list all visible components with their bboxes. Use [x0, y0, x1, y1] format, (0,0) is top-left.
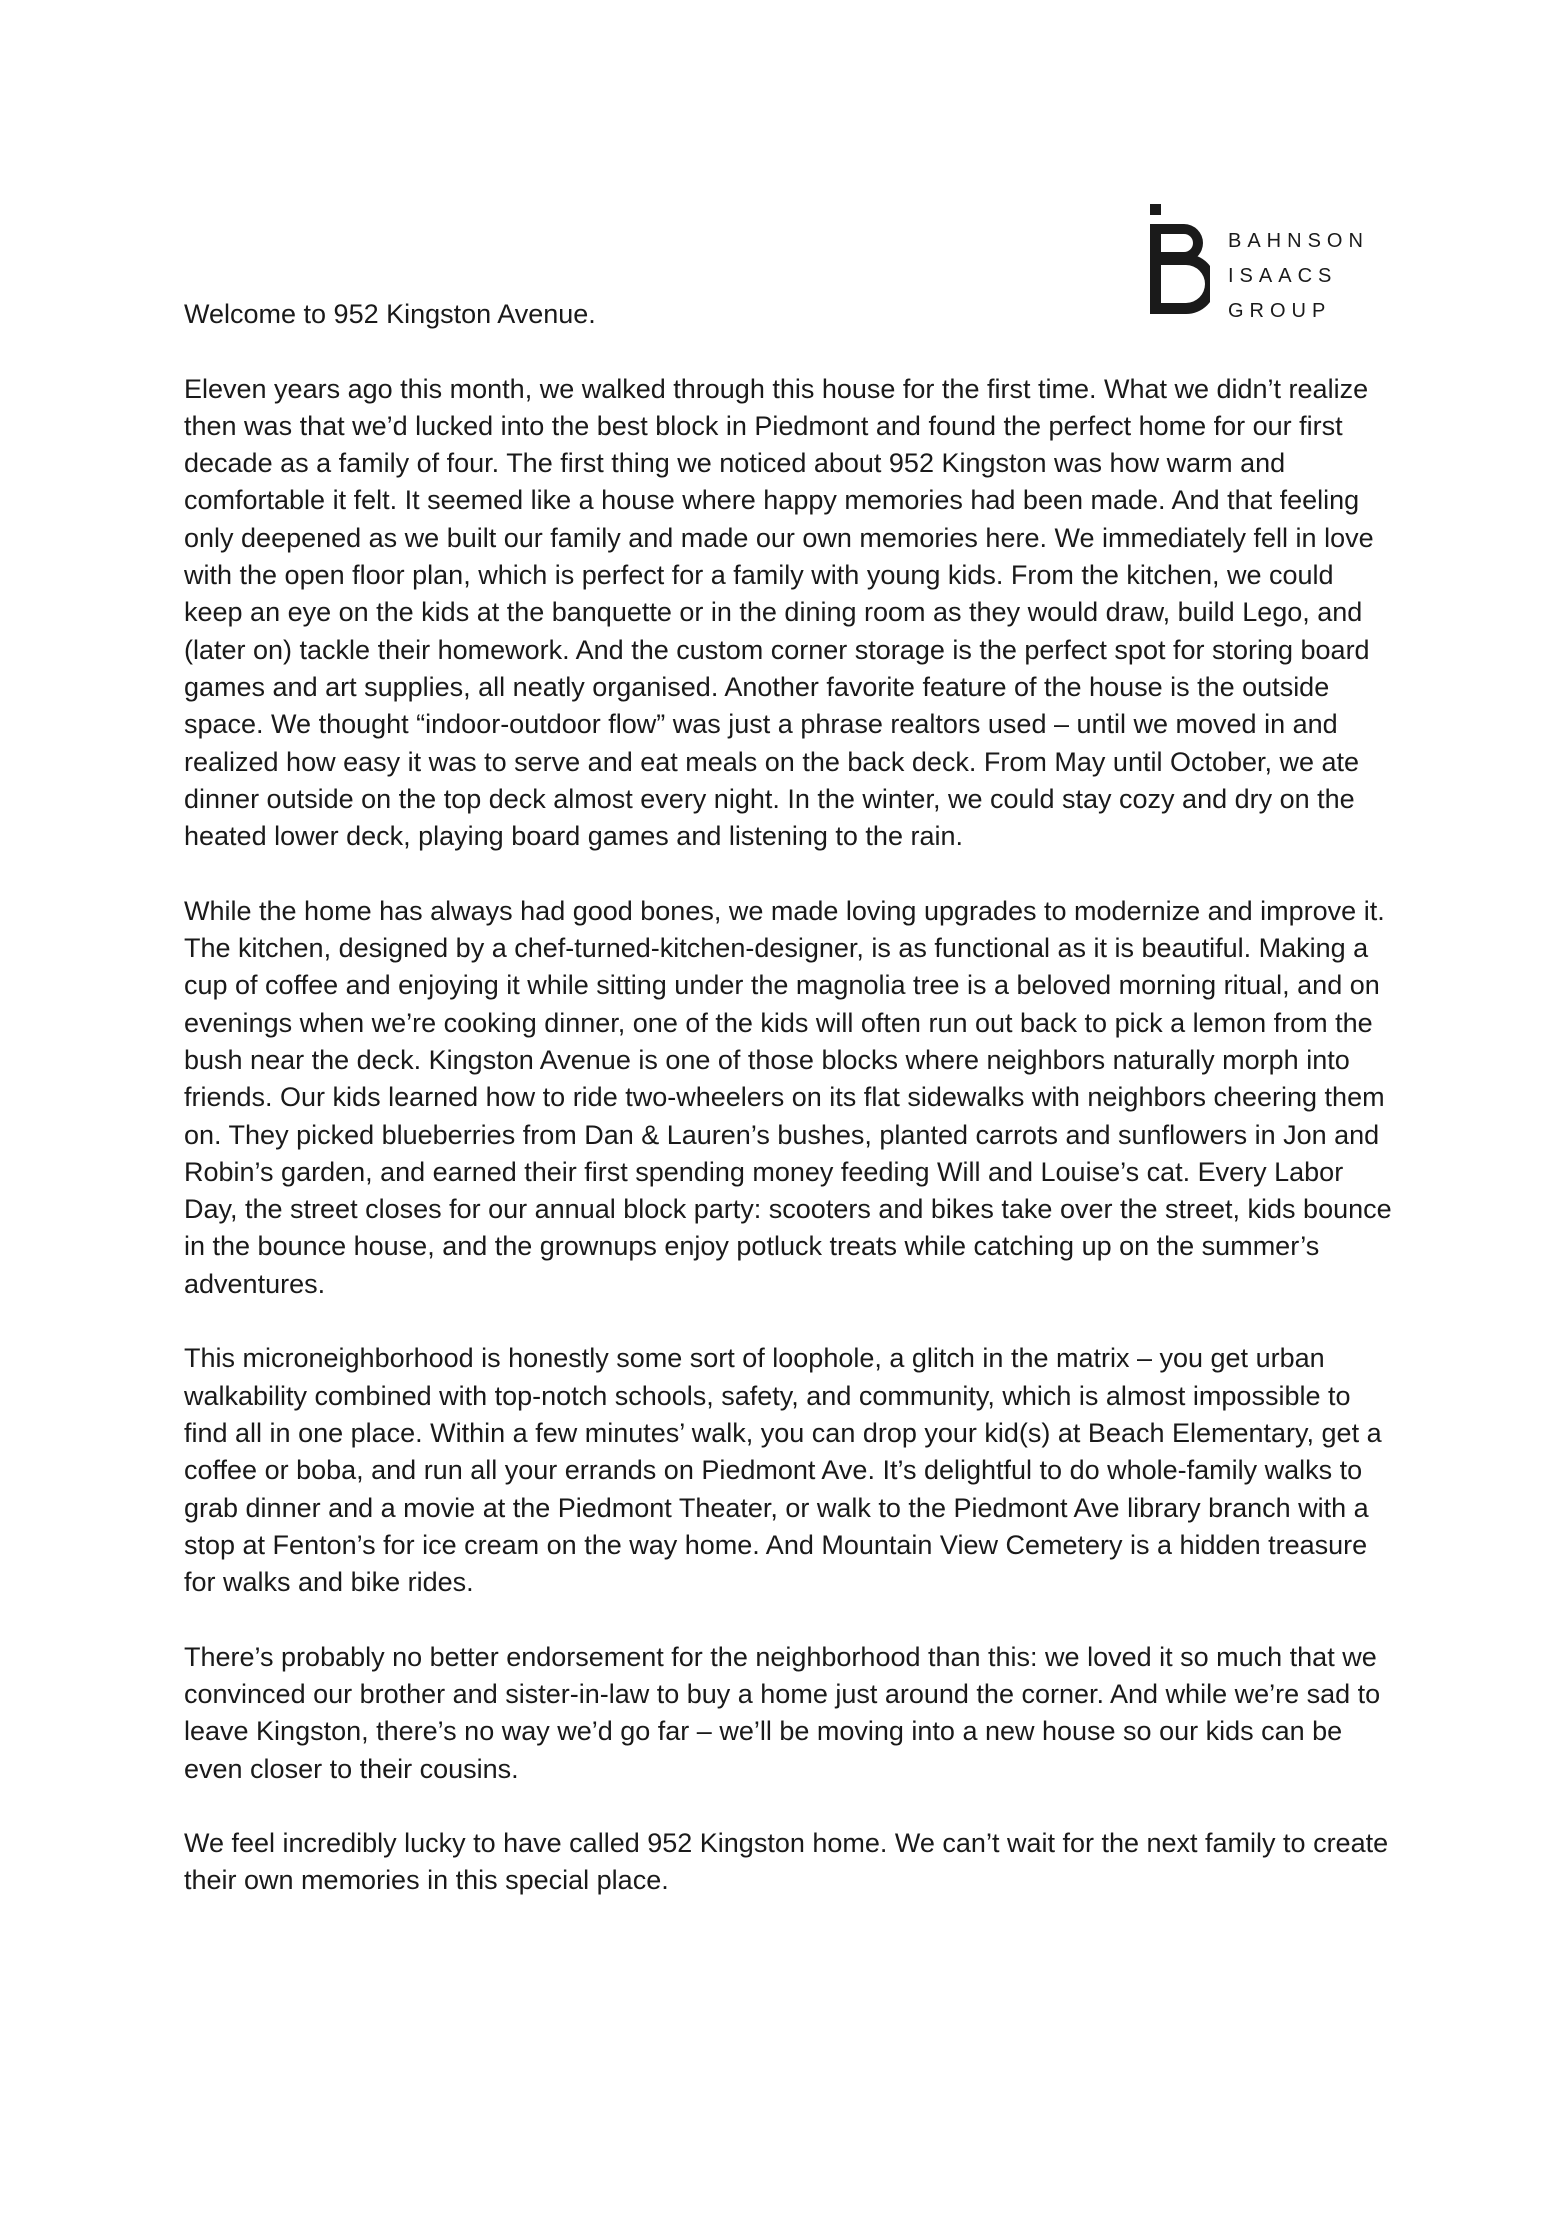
letter-paragraph: We feel incredibly lucky to have called 952 Kingston home. We can’t wait for the next family to create their own memories in this special place.	[184, 1828, 1389, 1896]
letter-paragraph: Eleven years ago this month, we walked through this house for the first time. What we didn’t realize then was that we’d lucked into the best block in Piedmont and found the perfect home for our first decade as a family of four. The first thing we noticed about 952 Kingston was how warm and comfortable it felt. It seemed like a house where happy memories had been made. And that feeling only deepened as we built our family and made our own memories here. We immediately fell in love with the open floor plan, which is perfect for a family with young kids. From the kitchen, we could keep an eye on the kids at the banquette or in the dining room as they would draw, build Lego, and (later on) tackle their homework. And the custom corner storage is the perfect spot for storing board games and art supplies, all neatly organised. Another favorite feature of the house is the outside space. We thought “indoor-outdoor flow” was just a phrase realtors used – until we moved in and realized how easy it was to serve and eat meals on the back deck. From May until October, we ate dinner outside on the top deck almost every night. In the winter, we could stay cozy and dry on the heated lower deck, playing board games and listening to the rain.	[184, 373, 1374, 852]
logo-line-2: ISAACS	[1228, 265, 1338, 287]
logo-line-1: BAHNSON	[1228, 230, 1369, 252]
letter-paragraph: There’s probably no better endorsement for the neighborhood than this: we loved it so much that we convinced our brother and sister-in-law to buy a home just around the corner. And while we’re sad to leave Kingston, there’s no way we’d go far – we’ll be moving into a new house so our kids can be even closer to their cousins.	[184, 1641, 1381, 1784]
letter-paragraph: This microneighborhood is honestly some sort of loophole, a glitch in the matrix – you get urban walkability combined with top-notch schools, safety, and community, which is almost impossible to find all in one place. Within a few minutes’ walk, you can drop your kid(s) at Beach Elementary, get a coffee or boba, and run all your errands on Piedmont Ave. It’s delightful to do whole-family walks to grab dinner and a movie at the Piedmont Theater, or walk to the Piedmont Ave library branch with a stop at Fenton’s for ice cream on the way home. And Mountain View Cemetery is a hidden treasure for walks and bike rides.	[184, 1343, 1382, 1598]
letter-paragraph: While the home has always had good bones, we made loving upgrades to modernize and improve it. The kitchen, designed by a chef-turned-kitchen-designer, is as functional as it is beautiful. Making a cup of coffee and enjoying it while sitting under the magnolia tree is a beloved morning ritual, and on evenings when we’re cooking dinner, one of the kids will often run out back to pick a lemon from the bush near the deck. Kingston Avenue is one of those blocks where neighbors naturally morph into friends. Our kids learned how to ride two-wheelers on its flat sidewalks with neighbors cheering them on. They picked blueberries from Dan & Lauren’s bushes, planted carrots and sunflowers in Jon and Robin’s garden, and earned their first spending money feeding Will and Louise’s cat. Every Labor Day, the street closes for our annual block party: scooters and bikes take over the street, kids bounce in the bounce house, and the grownups enjoy potluck treats while catching up on the summer’s adventures.	[184, 895, 1392, 1299]
letter-salutation: Welcome to 952 Kingston Avenue.	[184, 299, 596, 329]
logo-line-3: GROUP	[1228, 300, 1332, 322]
letter-body	[184, 296, 1394, 1937]
